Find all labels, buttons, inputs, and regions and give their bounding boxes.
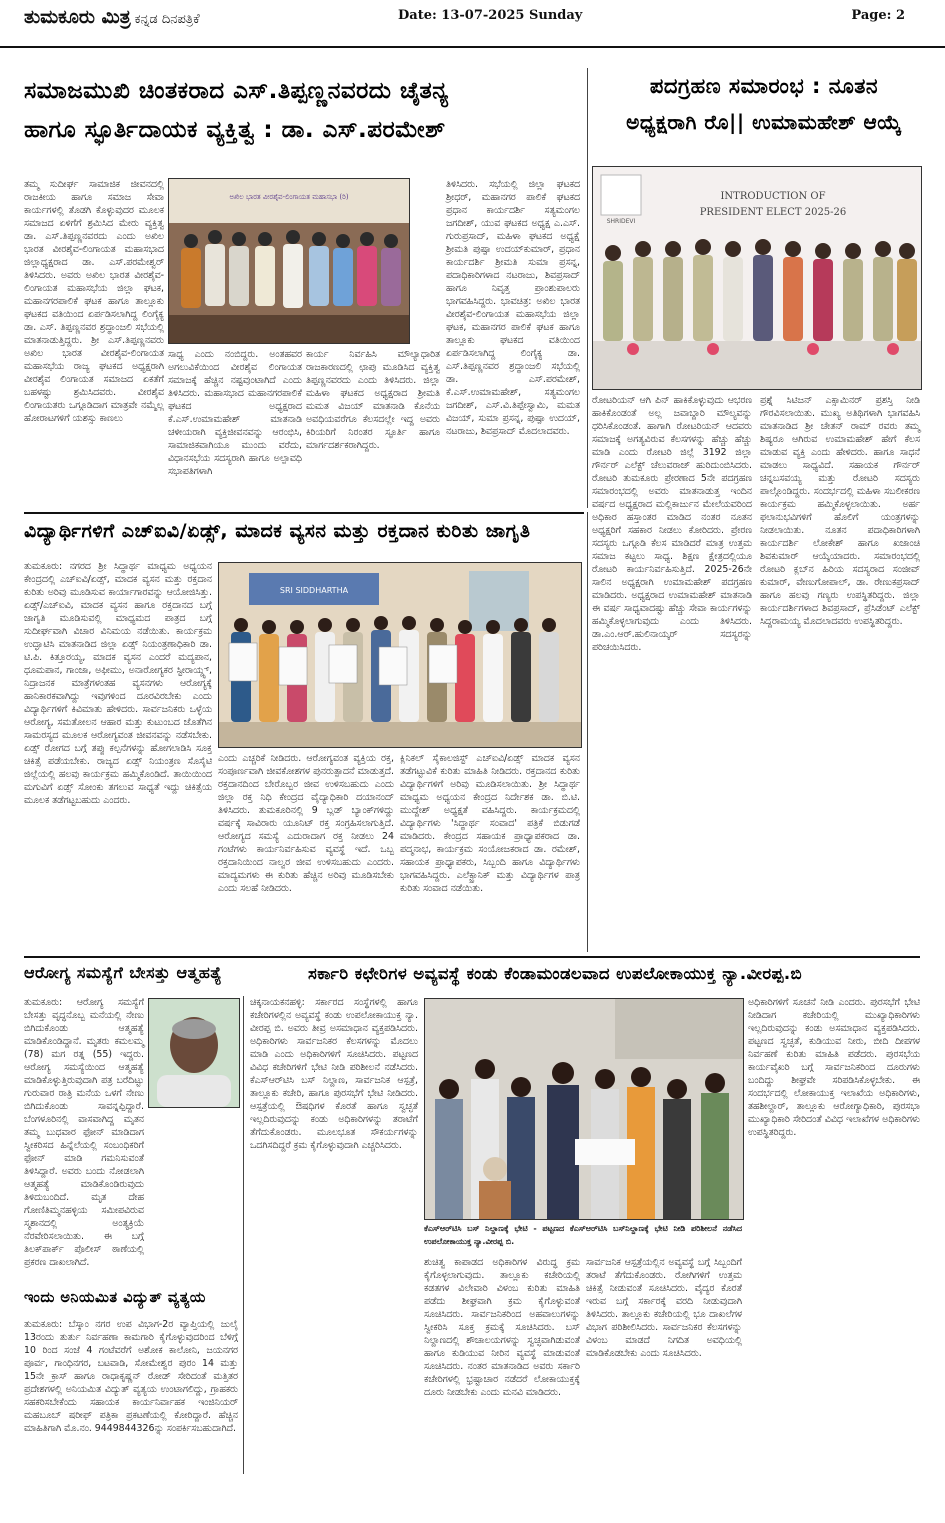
- story2-headline-line1: ಪದಗ್ರಹಣ ಸಮಾರಂಭ : ನೂತನ: [649, 74, 879, 98]
- masthead: [0, 0, 945, 48]
- brand-name: ತುಮಕೂರು ಮಿತ್ರ: [24, 6, 131, 28]
- story5-headline: ಇಂದು ಅನಿಯಮಿತ ವಿದ್ಯುತ್ ವ್ಯತ್ಯಯ: [24, 1290, 206, 1306]
- story2-screen-line2: PRESIDENT ELECT 2025-26: [699, 207, 847, 218]
- story1-column-2: ಸಾಧ್ಯ ಎಂದು ನಂಬಿದ್ದರು. ಅಂತಹವರ ಅಗಲುವಿಕೆಯಿಂದ ವೀರಶೈವ ಲಿಂಗಾಯತ ಸಮಾಜಕ್ಕೆ ಹೆಚ್ಚಿನ ನಷ್ಟವುಂಟಾಗಿದೆ ಎಂದು ತಿಳಿಸಿದರು. ಮಹಾಸಭಾದ ಮಹಾನಗರಪಾಲಿಕೆ ಘಟಕದ ಅಧ್ಯಕ್ಷರಾದ ಕೆ.ಎಸ್.ಉಮಾಮಹೇಶ್ ಮಾತನಾಡಿ ಚಳೀಯರಾಗಿ ವ್ಯಕ್ತಿಜೀವನವನ್ನು ಆರಂಭಿಸಿ, ಸಾಮಾಜಿಕವಾಗಿಯೂ ಮುಂದು ವರೆದು, ವಿಧಾನಸಭೆಯ ಸದಸ್ಯರಾಗಿ ಹಾಗೂ ಅಲ್ಪಾವಧಿ ಸಭಾಪತಿಗಳಾಗಿ: [168, 349, 302, 477]
- story2-headline: [594, 74, 934, 134]
- story2-column-2: ಪ್ರಶ್ನೆ ಸಿಟಿಜನ್ ಎಕ್ಸಾಮಿನರ್ ಪ್ರಶಸ್ತಿ ನೀಡಿ ಗೌರವಿಸಲಾಯಿತು. ಮುಖ್ಯ ಅತಿಥಿಗಳಾಗಿ ಭಾಗವಹಿಸಿ ಮಾತನಾಡಿದ ಶ್ರೀ ಚೇತನ್ ರಾಮ್ ರವರು ತಮ್ಮ ಶಿಷ್ಯರೂ ಆಗಿರುವ ಉಮಾಮಹೇಶ್ ಹೇಗೆ ಕೆಲಸ ಮಾಡುವ ವ್ಯಕ್ತಿ ಎಂದು ಹೇಳಿದರು. ಹಾಗೂ ಸಾಧನೆ ಮಾಡಲು ಸಾಧ್ಯವಿದೆ. ಸಹಾಯಕ ಗೌರ್ನರ್ ಚನ್ನಬಸವಯ್ಯ ಮತ್ತು ರೋಟರಿ ಸದಸ್ಯರು ಪಾಲ್ಗೊಂಡಿದ್ದರು. ಸಂದರ್ಭದಲ್ಲಿ ಮಹಿಳಾ ಸಬಲೀಕರಣ ಕಾರ್ಯಕ್ರಮ ಹಮ್ಮಿಕೊಳ್ಳಲಾಯಿತು. ಅರ್ಹ ಫಲಾನುಭವಿಗಳಿಗೆ ಹೊಲಿಗೆ ಯಂತ್ರಗಳನ್ನು ನೀಡಲಾಯಿತು. ನೂತನ ಪದಾಧಿಕಾರಿಗಳಾಗಿ ಕಾರ್ಯದರ್ಶಿ ಲೋಕೇಶ್ ಹಾಗೂ ಖಜಾಂಚಿ ಶಿವಕುಮಾರ್ ಆಯ್ಕೆಯಾದರು. ಸಮಾರಂಭದಲ್ಲಿ ರೋಟರಿ ಕ್ಲಬ್‌ನ ಹಿರಿಯ ಸದಸ್ಯರಾದ ಸಂಜೀವ್ ಕುಮಾರ್, ವೇಣುಗೋಪಾಲ್, ಡಾ. ರೇಣುಕಪ್ರಸಾದ್ ಹಾಗೂ ಹಲವು ಗಣ್ಯರು ಉಪಸ್ಥಿತರಿದ್ದರು. ಜಿಲ್ಲಾ ಕಾರ್ಯದರ್ಶಿಗಳಾದ ಶಿವಪ್ರಸಾದ್, ಪ್ರೆಸಿಡೆಂಟ್ ಎಲೆಕ್ಟ್ ಸಿದ್ದರಾಮಯ್ಯ ಮೊದಲಾದವರು ಉಪಸ್ಥಿತರಿದ್ದರು.: [760, 395, 920, 627]
- story6-photo-art: [425, 999, 743, 1219]
- story3-column-2: ಎಂದು ಎಚ್ಚರಿಕೆ ನೀಡಿದರು. ಆರೋಗ್ಯವಂತ ವ್ಯಕ್ತಿಯ ರಕ್ತ, ಸಂಪೂರ್ಣವಾಗಿ ಜೀವಕೋಶಗಳ ಪುನರುತ್ಪಾದನೆ ಮಾಡುತ್ತದೆ. ರಕ್ತದಾನದಿಂದ ಬೇರೊಬ್ಬರ ಜೀವ ಉಳಿಸಬಹುದು ಎಂದು ಜಿಲ್ಲಾ ರಕ್ತ ನಿಧಿ ಕೇಂದ್ರದ ವೈದ್ಯಾಧಿಕಾರಿ ದಯಾನಂದ್ ತಿಳಿಸಿದರು. ತುಮಕೂರಿನಲ್ಲಿ 9 ಬ್ಲಡ್ ಬ್ಯಾಂಕ್‌ಗಳಿದ್ದು ವರ್ಷಕ್ಕೆ ಸಾವಿರಾರು ಯೂನಿಟ್ ರಕ್ತ ಸಂಗ್ರಹಿಸಲಾಗುತ್ತಿದೆ. ಆರೋಗ್ಯದ ಸಮಸ್ಯೆ ಎದುರಾದಾಗ ರಕ್ತ ನೀಡಲು 24 ಗಂಟೆಗಳು ಕಾರ್ಯನಿರ್ವಹಿಸುವ ವ್ಯವಸ್ಥೆ ಇದೆ. ಒಬ್ಬ ರಕ್ತದಾನಿಯಿಂದ ನಾಲ್ವರ ಜೀವ ಉಳಿಸಬಹುದು ಎಂದರು. ಮಾದ್ಯಮಗಳು ಈ ಕುರಿತು ಹೆಚ್ಚಿನ ಅರಿವು ಮೂಡಿಸಬೇಕು ಎಂದು ಸಲಹೆ ನೀಡಿದರು.: [218, 753, 394, 894]
- story1-headline-line1: ಸಮಾಜಮುಖಿ ಚಿಂತಕರಾದ ಎಸ್.ತಿಪ್ಪಣ್ಣನವರದು ಚೈತನ್ಯ: [24, 78, 449, 104]
- story6-column-1: ಚಿಕ್ಕನಾಯಕನಹಳ್ಳಿ: ಸರ್ಕಾರದ ಸಂಸ್ಥೆಗಳಲ್ಲಿ ಹಾಗೂ ಕಚೇರಿಗಳಲ್ಲಿನ ಅವ್ಯವಸ್ಥೆ ಕಂಡು ಉಪಲೋಕಾಯುಕ್ತ ನ್ಯಾ. ವೀರಪ್ಪ ಬಿ. ಅವರು ತೀವ್ರ ಅಸಮಾಧಾನ ವ್ಯಕ್ತಪಡಿಸಿದರು. ಅಧಿಕಾರಿಗಳು ಸಾರ್ವಜನಿಕರ ಕೆಲಸಗಳನ್ನು ಮೊದಲು ಮಾಡಿ ಎಂದು ಅಧಿಕಾರಿಗಳಿಗೆ ಸೂಚಿಸಿದರು. ಪಟ್ಟಣದ ವಿವಿಧ ಕಚೇರಿಗಳಿಗೆ ಭೇಟಿ ನೀಡಿ ಪರಿಶೀಲನೆ ನಡೆಸಿದರು. ಕೆಎಸ್‌ಆರ್‌ಟಿಸಿ ಬಸ್ ನಿಲ್ದಾಣ, ಸಾರ್ವಜನಿಕ ಆಸ್ಪತ್ರೆ, ತಾಲ್ಲೂಕು ಕಚೇರಿ, ಹಾಗೂ ಪುರಸಭೆಗೆ ಭೇಟಿ ನೀಡಿದರು. ಆಸ್ಪತ್ರೆಯಲ್ಲಿ ಔಷಧಿಗಳ ಕೊರತೆ ಹಾಗೂ ಸ್ವಚ್ಛತೆ ಇಲ್ಲದಿರುವುದನ್ನು ಕಂಡು ಅಧಿಕಾರಿಗಳನ್ನು ತರಾಟೆಗೆ ತೆಗೆದುಕೊಂಡರು. ಮೂಲಭೂತ ಸೌಕರ್ಯಗಳನ್ನು ಒದಗಿಸದಿದ್ದರೆ ಕ್ರಮ ಕೈಗೊಳ್ಳುವುದಾಗಿ ಎಚ್ಚರಿಸಿದರು.: [250, 997, 418, 1151]
- story2-screen-logo: SHRIDEVI: [606, 218, 636, 225]
- story6-headline: ಸರ್ಕಾರಿ ಕಛೇರಿಗಳ ಅವ್ಯವಸ್ಥೆ ಕಂಡು ಕೆಂಡಾಮಂಡಲವಾದ ಉಪಲೋಕಾಯುಕ್ತ ನ್ಯಾ.ವೀರಪ್ಪ.ಬಿ: [308, 964, 803, 983]
- story1-column-4: ತಿಳಿಸಿದರು. ಸಭೆಯಲ್ಲಿ ಜಿಲ್ಲಾ ಘಟಕದ ಶ್ರೀಧರ್, ಮಹಾನಗರ ಪಾಲಿಕೆ ಘಟಕದ ಪ್ರಧಾನ ಕಾರ್ಯದರ್ಶಿ ಸತ್ಯಮಂಗಲ ಜಗದೀಶ್, ಯುವ ಘಟಕದ ಅಧ್ಯಕ್ಷ ಎ.ಎಸ್. ಗುರುಪ್ರಸಾದ್, ಮಹಿಳಾ ಘಟಕದ ಅಧ್ಯಕ್ಷೆ ಶ್ರೀಮತಿ ಪುಷ್ಪಾ ಉದಯ್‌ಕುಮಾರ್, ಪ್ರಧಾನ ಕಾರ್ಯದರ್ಶಿ ಶ್ರೀಮತಿ ಸುಮಾ ಪ್ರಸನ್ನ, ಪದಾಧಿಕಾರಿಗಳಾದ ನಟರಾಜು, ಶಿವಪ್ರಸಾದ್ ಹಾಗೂ ನಿವೃತ್ತ ಪ್ರಾಂಶುಪಾಲರು ಭಾಗವಹಿಸಿದ್ದರು. ಭಾವಚಿತ್ರ: ಅಖಿಲ ಭಾರತ ವೀರಶೈವ-ಲಿಂಗಾಯತ ಮಹಾಸಭೆಯ ಜಿಲ್ಲಾ ಘಟಕ, ಮಹಾನಗರ ಪಾಲಿಕೆ ಘಟಕ ಹಾಗೂ ತಾಲ್ಲೂಕು ಘಟಕದ ವತಿಯಿಂದ ಏರ್ಪಡಿಸಲಾಗಿದ್ದ ಲಿಂಗೈಕ್ಯ ಡಾ. ಎಸ್.ತಿಪ್ಪಣ್ಣನವರ ಶ್ರದ್ಧಾಂಜಲಿ ಸಭೆಯಲ್ಲಿ ಡಾ. ಎಸ್.ಪರಮೇಶ್, ಕೆ.ಎಸ್.ಉಮಾಮಹೇಶ್, ಸತ್ಯಮಂಗಲ ಜಗದೀಶ್, ಎಸ್.ವಿ.ತಿಪ್ಪೇಸ್ವಾಮಿ, ಮಮತ ವಿಜಯ್, ಸುಮಾ ಪ್ರಸನ್ನ, ಪುಷ್ಪಾ ಉದಯ್, ನಟರಾಜು, ಶಿವಪ್ರಸಾದ್ ಮೊದಲಾದವರು.: [446, 179, 580, 437]
- story4-column-1b: [24, 1100, 238, 1278]
- story1-column-3: ಕಾರ್ಯ ನಿರ್ವಹಿಸಿ ಮೌಲ್ಯಾಧಾರಿತ ರಾಜಕಾರಣದಲ್ಲಿ ಛಾಪು ಮೂಡಿಸಿದ ವ್ಯಕ್ತಿತ್ವ ತಿಪ್ಪಣ್ಣನವರದು ಎಂದು ತಿಳಿಸಿದರು. ಜಿಲ್ಲಾ ಮಹಿಳಾ ಘಟಕದ ಅಧ್ಯಕ್ಷರಾದ ಶ್ರೀಮತಿ ಮಮತ ವಿಜಯ್ ಮಾತನಾಡಿ ಕೊನೆಯ ಅವಧಿಯವರೆಗೂ ಕೆಲಸದಲ್ಲೇ ಇದ್ದ ಅವರು ಕಿರಿಯರಿಗೆ ನಿರಂತರ ಸ್ಫೂರ್ತಿ ಹಾಗೂ ಮಾರ್ಗದರ್ಶಕರಾಗಿದ್ದರು.: [306, 349, 440, 451]
- story1-headline-line2: ಹಾಗೂ ಸ್ಫೂರ್ತಿದಾಯಕ ವ್ಯಕ್ತಿತ್ವ : ಡಾ. ಎಸ್.ಪರಮೇಶ್: [24, 117, 446, 144]
- story3-headline: ವಿದ್ಯಾರ್ಥಿಗಳಿಗೆ ಎಚ್‌ಐವಿ/ಏಡ್ಸ್, ಮಾದಕ ವ್ಯಸನ ಮತ್ತು ರಕ್ತದಾನ ಕುರಿತು ಜಾಗೃತಿ: [24, 520, 531, 542]
- story4-photo: [148, 998, 240, 1108]
- story4-column-1a: ತುಮಕೂರು: ಆರೋಗ್ಯ ಸಮಸ್ಯೆಗೆ ಬೇಸತ್ತು ವೃದ್ಧನೊಬ್ಬ ಮನೆಯಲ್ಲಿ ನೇಣು ಬಿಗಿದುಕೊಂಡು ಆತ್ಮಹತ್ಯೆ ಮಾಡಿಕೊಂಡಿದ್ದಾನೆ. ಮೃತರು ಕಮಲಮ್ಮ (78) ಮಗ ರತ್ನ (55) ಇದ್ದರು. ಆರೋಗ್ಯ ಸಮಸ್ಯೆಯಿಂದ ಆತ್ಮಹತ್ಯೆ ಮಾಡಿಕೊಳ್ಳುತ್ತಿರುವುದಾಗಿ ಪತ್ರ ಬರೆದಿಟ್ಟು ಗುರುವಾರ ರಾತ್ರಿ ಮನೆಯ ಒಳಗೆ ನೇಣು ಬಿಗಿದುಕೊಂಡು ಸಾವನ್ನಪ್ಪಿದ್ದಾರೆ. ಬೆಂಗಳೂರಿನಲ್ಲಿ ವಾಸವಾಗಿದ್ದ ಮೃತನ ತಮ್ಮ ಬುಧವಾರ ಫೋನ್ ಮಾಡಿದಾಗ ಸ್ವೀಕರಿಸದ ಹಿನ್ನೆಲೆಯಲ್ಲಿ ಸಂಬಂಧಿಕರಿಗೆ ಫೋನ್ ಮಾಡಿ ಗಮನಿಸುವಂತೆ ತಿಳಿಸಿದ್ದಾರೆ. ಅವರು ಬಂದು ನೋಡಲಾಗಿ ಆತ್ಮಹತ್ಯೆ ಮಾಡಿಕೊಂಡಿರುವುದು ತಿಳಿದುಬಂದಿದೆ. ಮೃತ ದೇಹ ಗೋಣಿತಿಮ್ಮನಹಳ್ಳಿಯ ಸಮೀಪವಿರುವ ಸ್ಮಶಾನದಲ್ಲಿ ಅಂತ್ಯಕ್ರಿಯೆ ನೆರವೇರಿಸಲಾಯಿತು. ಈ ಬಗ್ಗೆ ತಿಲಕ್‌ಪಾರ್ಕ್ ಪೊಲೀಸ್ ಠಾಣೆಯಲ್ಲಿ ಪ್ರಕರಣ ದಾಖಲಾಗಿದೆ.: [24, 997, 144, 1268]
- story2-photo-art: [593, 167, 921, 389]
- section-divider: [24, 512, 584, 514]
- story2-screen-line1: INTRODUCTION OF: [720, 191, 826, 202]
- story6-column-2: ಶುಚಿತ್ವ ಕಾಪಾಡದ ಅಧಿಕಾರಿಗಳ ವಿರುದ್ಧ ಕ್ರಮ ಕೈಗೊಳ್ಳಲಾಗುವುದು. ತಾಲ್ಲೂಕು ಕಚೇರಿಯಲ್ಲಿ ಕಡತಗಳ ವಿಲೇವಾರಿ ವಿಳಂಬ ಕುರಿತು ಮಾಹಿತಿ ಪಡೆದು ಶೀಘ್ರವಾಗಿ ಕ್ರಮ ಕೈಗೊಳ್ಳುವಂತೆ ಸೂಚಿಸಿದರು. ಸಾರ್ವಜನಿಕರಿಂದ ಅಹವಾಲುಗಳನ್ನು ಸ್ವೀಕರಿಸಿ ಸೂಕ್ತ ಕ್ರಮಕ್ಕೆ ಸೂಚಿಸಿದರು. ಬಸ್ ನಿಲ್ದಾಣದಲ್ಲಿ ಶೌಚಾಲಯಗಳನ್ನು ಸ್ವಚ್ಛವಾಗಿಡುವಂತೆ ಹಾಗೂ ಕುಡಿಯುವ ನೀರಿನ ವ್ಯವಸ್ಥೆ ಮಾಡುವಂತೆ ಸೂಚಿಸಿದರು. ನಂತರ ಮಾತನಾಡಿದ ಅವರು ಸರ್ಕಾರಿ ಕಚೇರಿಗಳಲ್ಲಿ ಭ್ರಷ್ಟಾಚಾರ ನಡೆದರೆ ಲೋಕಾಯುಕ್ತಕ್ಕೆ ದೂರು ನೀಡಬೇಕು ಎಂದು ಮನವಿ ಮಾಡಿದರು.: [424, 1257, 580, 1398]
- story6-photo: [424, 998, 744, 1220]
- story3-photo-art: [219, 563, 581, 747]
- story2-headline-line2: ಅಧ್ಯಕ್ಷರಾಗಿ ರೊ|| ಉಮಾಮಹೇಶ್ ಆಯ್ಕೆ: [626, 109, 902, 134]
- story3-column-3: ಕ್ಲಿನಿಕಲ್ ಸೈಕಾಲಜಿಸ್ಟ್ ಎಚ್‌ಐವಿ/ಏಡ್ಸ್ ಮಾದಕ ವ್ಯಸನ ತಡೆಗಟ್ಟುವಿಕೆ ಕುರಿತು ಮಾಹಿತಿ ನೀಡಿದರು. ರಕ್ತದಾನದ ಕುರಿತು ವಿದ್ಯಾರ್ಥಿಗಳಿಗೆ ಅರಿವು ಮೂಡಿಸಲಾಯಿತು. ಶ್ರೀ ಸಿದ್ಧಾರ್ಥ ಮಾಧ್ಯಮ ಅಧ್ಯಯನ ಕೇಂದ್ರದ ನಿರ್ದೇಶಕ ಡಾ. ಬಿ.ಟಿ. ಮುದ್ದೇಶ್ ಅಧ್ಯಕ್ಷತೆ ವಹಿಸಿದ್ದರು. ಕಾರ್ಯಕ್ರಮದಲ್ಲಿ ವಿದ್ಯಾರ್ಥಿಗಳು 'ಸಿದ್ಧಾರ್ಥ ಸಂವಾದ' ಪತ್ರಿಕೆ ಬಿಡುಗಡೆ ಮಾಡಿದರು. ಕೇಂದ್ರದ ಸಹಾಯಕ ಪ್ರಾಧ್ಯಾಪಕರಾದ ಡಾ. ಪದ್ಮನಾಭ, ಕಾರ್ಯಕ್ರಮ ಸಂಯೋಜಕರಾದ ಡಾ. ರಮೇಶ್, ಸಹಾಯಕ ಪ್ರಾಧ್ಯಾಪಕರು, ಸಿಬ್ಬಂದಿ ಹಾಗೂ ವಿದ್ಯಾರ್ಥಿಗಳು ಭಾಗವಹಿಸಿದ್ದರು. ಎಲೆಕ್ಟ್ರಾನಿಕ್ ಮತ್ತು ವಿದ್ಯಾರ್ಥಿಗಳ ಪಾತ್ರ ಕುರಿತು ಸಂವಾದ ನಡೆಯಿತು.: [400, 753, 580, 894]
- story1-photo-banner: ಅಖಿಲ ಭಾರತ ವೀರಶೈವ-ಲಿಂಗಾಯತ ಮಹಾಸಭಾ (ರಿ): [229, 193, 349, 201]
- story1-photo: [168, 178, 410, 344]
- story6-column-3: ಸಾರ್ವಜನಿಕ ಆಸ್ಪತ್ರೆಯಲ್ಲಿನ ಅವ್ಯವಸ್ಥೆ ಬಗ್ಗೆ ಸಿಬ್ಬಂದಿಗೆ ತರಾಟೆ ತೆಗೆದುಕೊಂಡರು. ರೋಗಿಗಳಿಗೆ ಉತ್ತಮ ಚಿಕಿತ್ಸೆ ನೀಡುವಂತೆ ಸೂಚಿಸಿದರು. ವೈದ್ಯರ ಕೊರತೆ ಇರುವ ಬಗ್ಗೆ ಸರ್ಕಾರಕ್ಕೆ ವರದಿ ನೀಡುವುದಾಗಿ ತಿಳಿಸಿದರು. ತಾಲ್ಲೂಕು ಕಚೇರಿಯಲ್ಲಿ ಭೂ ದಾಖಲೆಗಳ ವಿಭಾಗ ಪರಿಶೀಲಿಸಿದರು. ಸಾರ್ವಜನಿಕರ ಕೆಲಸಗಳನ್ನು ವಿಳಂಬ ಮಾಡದೆ ನಿಗದಿತ ಅವಧಿಯಲ್ಲಿ ಮಾಡಿಕೊಡಬೇಕು ಎಂದು ಸೂಚಿಸಿದರು.: [586, 1257, 742, 1359]
- story1-headline: [24, 78, 584, 144]
- brand-tagline: ಕನ್ನಡ ದಿನಪತ್ರಿಕೆ: [134, 12, 200, 27]
- story3-photo: [218, 562, 582, 748]
- story4-headline: ಆರೋಗ್ಯ ಸಮಸ್ಯೆಗೆ ಬೇಸತ್ತು ಆತ್ಮಹತ್ಯೆ: [24, 963, 223, 982]
- story3-photo-banner: SRI SIDDHARTHA: [279, 586, 349, 595]
- story2-column-1: ರೋಟರಿಯನ್ ಆಗಿ ಪಿನ್ ಹಾಕಿಕೊಳ್ಳುವುದು ಆಭರಣ ಹಾಕಿಕೊಂಡಂತೆ ಅಲ್ಲ ಜವಾಬ್ದಾರಿ ಮೌಲ್ಯವನ್ನು ಧರಿಸಿಕೊಂಡಂತೆ. ಹಾಗಾಗಿ ರೋಟರಿಯನ್ ಆದವರು ಸಮಾಜಕ್ಕೆ ಅಗತ್ಯವಿರುವ ಕೆಲಸಗಳನ್ನು ಹೆಚ್ಚು ಹೆಚ್ಚು ಮಾಡಿ ಎಂದು ರೋಟರಿ ಜಿಲ್ಲೆ 3192 ಜಿಲ್ಲಾ ಗೌರ್ನರ್ ಎಲೆಕ್ಟ್ ಚೆಲುವರಾಜ್ ಹುರಿದುಂಬಿಸಿದರು. ರೋಟರಿ ತುಮಕೂರು ಪ್ರೇರಣಾದ 5ನೇ ಪದಗ್ರಹಣ ಸಮಾರಂಭದಲ್ಲಿ ಅವರು ಮಾತನಾಡುತ್ತ ಇಂದಿನ ವರ್ಷದ ಅಧ್ಯಕ್ಷರಾದ ಮಲ್ಲಿಕಾರ್ಜುನ ಮೇಲೆಯವರಿಂದ ಅಧಿಕಾರ ಹಸ್ತಾಂತರ ಮಾಡಿದ ನಂತರ ನೂತನ ಅಧ್ಯಕ್ಷರಿಗೆ ಸಹಕಾರ ನೀಡಲು ಕೋರಿದರು. ಪ್ರೇರಣ ಸದಸ್ಯರು ಒಗ್ಗೂಡಿ ಕೆಲಸ ಮಾಡಿದರೆ ಮಾತ್ರ ಉತ್ತಮ ಸಮಾಜ ಕಟ್ಟಲು ಸಾಧ್ಯ. ಶಿಕ್ಷಣ ಕ್ಷೇತ್ರದಲ್ಲಿಯೂ ರೋಟರಿ ಕಾರ್ಯನಿರ್ವಹಿಸುತ್ತಿದೆ. 2025-26ನೇ ಸಾಲಿನ ಅಧ್ಯಕ್ಷರಾಗಿ ಉಮಾಮಹೇಶ್ ಪದಗ್ರಹಣ ಮಾಡಿದರು. ಅಧ್ಯಕ್ಷರಾದ ಉಮಾಮಹೇಶ್ ಮಾತನಾಡಿ ಈ ವರ್ಷ ಸಾಧ್ಯವಾದಷ್ಟು ಹೆಚ್ಚು ಸೇವಾ ಕಾರ್ಯಗಳನ್ನು ಹಮ್ಮಿಕೊಳ್ಳಲಾಗುವುದು ಎಂದು ತಿಳಿಸಿದರು. ಡಾ.ಎಂ.ಆರ್.ಹುಲಿನಾಯ್ಕರ್ ಸದಸ್ಯರನ್ನು ಪರಿಚಯಿಸಿದರು.: [592, 395, 752, 653]
- story4-photo-art: [149, 999, 239, 1107]
- story5-column-1: ತುಮಕೂರು: ಬೆಸ್ಕಾಂ ನಗರ ಉಪ ವಿಭಾಗ-2ರ ವ್ಯಾಪ್ತಿಯಲ್ಲಿ ಜುಲೈ 13ರಂದು ತುರ್ತು ನಿರ್ವಹಣಾ ಕಾಮಗಾರಿ ಕೈಗೊಳ್ಳುವುದರಿಂದ ಬೆಳಿಗ್ಗೆ 10 ರಿಂದ ಸಂಜೆ 4 ಗಂಟೆವರೆಗೆ ಅಶೋಕ ಕಾಲೋನಿ, ಜಯನಗರ ಪೂರ್ವ, ಗಾಂಧಿನಗರ, ಬಟವಾಡಿ, ಸೋಮೇಶ್ವರ ಪುರಂ 14 ಮತ್ತು 15ನೇ ಕ್ರಾಸ್ ಹಾಗೂ ರಾಧಾಕೃಷ್ಣನ್ ರೋಡ್ ಸೇರಿದಂತೆ ಮತ್ತಿತರ ಪ್ರದೇಶಗಳಲ್ಲಿ ಅನಿಯಮಿತ ವಿದ್ಯುತ್ ವ್ಯತ್ಯಯ ಉಂಟಾಗಲಿದ್ದು, ಗ್ರಾಹಕರು ಸಹಕರಿಸಬೇಕೆಂದು ಸಹಾಯಕ ಕಾರ್ಯನಿರ್ವಾಹಕ ಇಂಜಿನಿಯರ್ ಮಹಬೂಬ್ ಷರೀಫ್ ಪತ್ರಿಕಾ ಪ್ರಕಟಣೆಯಲ್ಲಿ ಕೋರಿದ್ದಾರೆ. ಹೆಚ್ಚಿನ ಮಾಹಿತಿಗಾಗಿ ಮೊ.ನಂ. 9449844326ನ್ನು ಸಂಪರ್ಕಿಸಬಹುದಾಗಿದೆ.: [24, 1319, 238, 1434]
- column-divider: [587, 68, 588, 508]
- story6-column-4: ಅಧಿಕಾರಿಗಳಿಗೆ ಸೂಚನೆ ನೀಡಿ ಎಂದರು. ಪುರಸಭೆಗೆ ಭೇಟಿ ನೀಡಿದಾಗ ಕಚೇರಿಯಲ್ಲಿ ಮುಖ್ಯಾಧಿಕಾರಿಗಳು ಇಲ್ಲದಿರುವುದನ್ನು ಕಂಡು ಅಸಮಾಧಾನ ವ್ಯಕ್ತಪಡಿಸಿದರು. ಪಟ್ಟಣದ ಸ್ವಚ್ಛತೆ, ಕುಡಿಯುವ ನೀರು, ಬೀದಿ ದೀಪಗಳ ನಿರ್ವಹಣೆ ಕುರಿತು ಮಾಹಿತಿ ಪಡೆದರು. ಪುರಸಭೆಯ ಕಾರ್ಯವೈಖರಿ ಬಗ್ಗೆ ಸಾರ್ವಜನಿಕರಿಂದ ದೂರುಗಳು ಬಂದಿದ್ದು ಶೀಘ್ರವೇ ಸರಿಪಡಿಸಿಕೊಳ್ಳಬೇಕು. ಈ ಸಂದರ್ಭದಲ್ಲಿ ಲೋಕಾಯುಕ್ತ ಇಲಾಖೆಯ ಅಧಿಕಾರಿಗಳು, ತಹಶೀಲ್ದಾರ್, ತಾಲ್ಲೂಕು ಆರೋಗ್ಯಾಧಿಕಾರಿ, ಪುರಸಭಾ ಮುಖ್ಯಾಧಿಕಾರಿ ಸೇರಿದಂತೆ ವಿವಿಧ ಇಲಾಖೆಗಳ ಅಧಿಕಾರಿಗಳು ಉಪಸ್ಥಿತರಿದ್ದರು.: [748, 997, 920, 1138]
- section-divider-2: [24, 956, 920, 958]
- masthead-brand: [24, 6, 200, 28]
- issue-date: Date: 13-07-2025 Sunday: [398, 8, 583, 23]
- story3-column-1: ತುಮಕೂರು: ನಗರದ ಶ್ರೀ ಸಿದ್ಧಾರ್ಥ ಮಾಧ್ಯಮ ಅಧ್ಯಯನ ಕೇಂದ್ರದಲ್ಲಿ ಎಚ್‌ಐವಿ/ಏಡ್ಸ್, ಮಾದಕ ವ್ಯಸನ ಮತ್ತು ರಕ್ತದಾನ ಕುರಿತು ಅರಿವು ಮೂಡಿಸುವ ಕಾರ್ಯಾಗಾರವನ್ನು ಆಯೋಜಿಸಿತ್ತು. ಏಡ್ಸ್/ಎಚ್‌ಐವಿ, ಮಾದಕ ವ್ಯಸನ ಹಾಗೂ ರಕ್ತದಾನದ ಬಗ್ಗೆ ಜಾಗೃತಿ ಮೂಡಿಸುವಲ್ಲಿ ಮಾಧ್ಯಮದ ಪಾತ್ರದ ಬಗ್ಗೆ ಸುದೀರ್ಘವಾಗಿ ವಿಚಾರ ವಿನಿಮಯ ನಡೆಯಿತು. ಕಾರ್ಯಕ್ರಮ ಉದ್ಘಾಟಿಸಿ ಮಾತನಾಡಿದ ಜಿಲ್ಲಾ ಏಡ್ಸ್ ನಿಯಂತ್ರಣಾಧಿಕಾರಿ ಡಾ. ಟಿ.ಪಿ. ಕಿತ್ತೂರಯ್ಯ, ಮಾದಕ ವ್ಯಸನ ಎಂದರೆ ಮದ್ಯಪಾನ, ಧೂಮಪಾನ, ಗಾಂಜಾ, ಅಫೀಮು, ಅನಾರೋಗ್ಯಕರ ಸ್ಟೀರಾಯ್ಡ್ಸ್, ನಿದ್ರಾಜನಕ ಮಾತ್ರೆಗಳಂತಹ ವ್ಯಸನಗಳು ಆರೋಗ್ಯಕ್ಕೆ ಹಾನಿಕಾರಕವಾಗಿದ್ದು ಇವುಗಳಿಂದ ದೂರವಿರಬೇಕು ಎಂದು ವಿದ್ಯಾರ್ಥಿಗಳಿಗೆ ಕಿವಿಮಾತು ಹೇಳಿದರು. ಸಾರ್ವಜನಿಕರು ಒಳ್ಳೆಯ ಆರೋಗ್ಯ, ಸಮತೋಲನ ಆಹಾರ ಮತ್ತು ಕುಟುಂಬದ ಜೊತೆಗಿನ ಸಾಮರಸ್ಯದ ಮೂಲಕ ಆರೋಗ್ಯವಂತ ಜೀವನವನ್ನು ನಡೆಸಬೇಕು. ಏಡ್ಸ್ ರೋಗದ ಬಗ್ಗೆ ತಪ್ಪು ಕಲ್ಪನೆಗಳನ್ನು ಹೋಗಲಾಡಿಸಿ ಸೂಕ್ತ ಚಿಕಿತ್ಸೆ ಪಡೆಯಬೇಕು. ರಾಜ್ಯದ ಏಡ್ಸ್ ನಿಯಂತ್ರಣ ಸೊಸೈಟಿ ಜಿಲ್ಲೆಯಲ್ಲಿ ಹಲವು ಕಾರ್ಯಕ್ರಮ ಹಮ್ಮಿಕೊಂಡಿದೆ. ತಾಯಿಯಿಂದ ಮಗುವಿಗೆ ಏಡ್ಸ್ ಸೋಂಕು ತಗಲುವ ಸಾಧ್ಯತೆ ಇದ್ದು ಚಿಕಿತ್ಸೆಯ ಮೂಲಕ ತಡೆಗಟ್ಟಬಹುದು ಎಂದರು.: [24, 561, 212, 806]
- story6-photo-caption: ಕೆಎಸ್‌ಆರ್‌ಟಿಸಿ ಬಸ್ ನಿಲ್ದಾಣಕ್ಕೆ ಭೇಟಿ - ಪಟ್ಟಣದ ಕೆಎಸ್‌ಆರ್‌ಟಿಸಿ ಬಸ್‌ನಿಲ್ದಾಣಕ್ಕೆ ಭೇಟಿ ನೀಡಿ ಪರಿಶೀಲನೆ ನಡೆಸಿದ ಉಪಲೋಕಾಯುಕ್ತ ನ್ಯಾ.ವೀರಪ್ಪ ಬಿ.: [424, 1224, 742, 1246]
- story2-photo: [592, 166, 922, 390]
- page-number: Page: 2: [851, 8, 905, 23]
- column-divider-3: [243, 996, 244, 1474]
- story1-photo-art: [169, 179, 409, 343]
- story1-column-1: ತಮ್ಮ ಸುದೀರ್ಘ ಸಾಮಾಜಿಕ ಜೀವನದಲ್ಲಿ ರಾಜಕೀಯ ಹಾಗೂ ಸಮಾಜ ಸೇವಾ ಕಾರ್ಯಗಳಲ್ಲಿ ತೊಡಗಿ ಕೊಳ್ಳುವುದರ ಮೂಲಕ ಸಮಾಜದ ಏಳಿಗೆಗೆ ಶ್ರಮಿಸಿದ ಮೇರು ವ್ಯಕ್ತಿತ್ವ ಡಾ. ಎಸ್.ತಿಪ್ಪಣ್ಣನವರದು ಎಂದು ಅಖಿಲ ಭಾರತ ವೀರಶೈವ-ಲಿಂಗಾಯತ ಮಹಾಸಭಾದ ಜಿಲ್ಲಾಧ್ಯಕ್ಷರಾದ ಡಾ. ಎಸ್.ಪರಮೇಶ್ವರ್ ತಿಳಿಸಿದರು. ಅವರು ಅಖಿಲ ಭಾರತ ವೀರಶೈವ-ಲಿಂಗಾಯತ ಮಹಾಸಭೆಯ ಜಿಲ್ಲಾ ಘಟಕ, ಮಹಾನಗರಪಾಲಿಕೆ ಘಟಕ ಹಾಗೂ ತಾಲ್ಲೂಕು ಘಟಕದ ವತಿಯಿಂದ ಏರ್ಪಡಿಸಲಾಗಿದ್ದ ಲಿಂಗೈಕ್ಯ ಡಾ. ಎಸ್. ತಿಪ್ಪಣ್ಣನವರ ಶ್ರದ್ಧಾಂಜಲಿ ಸಭೆಯಲ್ಲಿ ಮಾತನಾಡುತ್ತಿದ್ದರು. ಶ್ರೀ ಎಸ್.ತಿಪ್ಪಣ್ಣನವರು ಅಖಿಲ ಭಾರತ ವೀರಶೈವ-ಲಿಂಗಾಯತ ಮಹಾಸಭೆಯ ರಾಜ್ಯ ಘಟಕದ ಅಧ್ಯಕ್ಷರಾಗಿ ವೀರಶೈವ ಲಿಂಗಾಯತ ಸಮಾಜದ ಏಕತೆಗೆ ಬಹಳಷ್ಟು ಶ್ರಮಿಸಿದವರು. ವೀರಶೈವ ಲಿಂಗಾಯತರು ಒಗ್ಗೂಡಿದಾಗ ಮಾತ್ರವೇ ನಮ್ಮೆಲ್ಲ ಹೋರಾಟಗಳಿಗೆ ಯಶಸ್ಸು ಕಾಣಲು: [24, 179, 164, 424]
- column-divider-2: [587, 512, 588, 952]
